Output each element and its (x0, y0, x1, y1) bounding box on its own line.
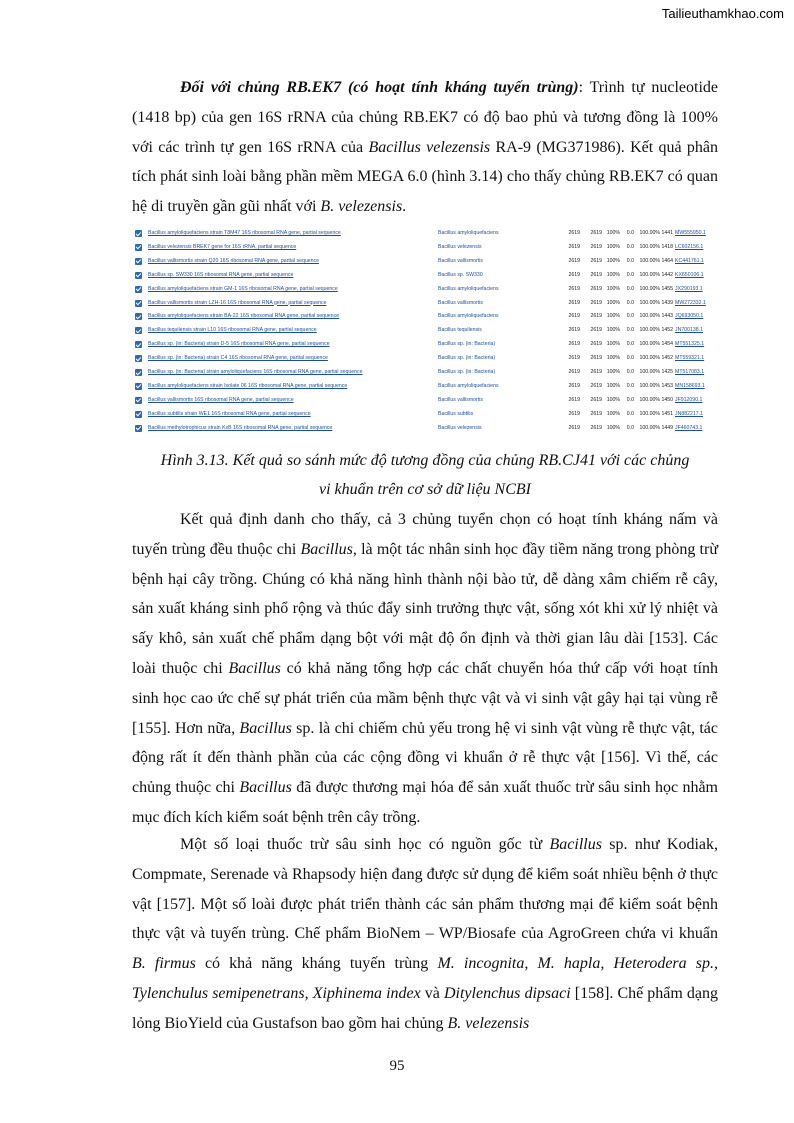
scientific-name[interactable]: Bacillus sp. (in: Bacteria) (438, 355, 496, 362)
paragraph-biopesticides (132, 830, 718, 1039)
table-row (132, 408, 718, 421)
genus-name: Bacillus (228, 659, 281, 677)
cell-max: 2619 (568, 382, 580, 389)
table-row (132, 422, 718, 435)
sequence-description-link[interactable]: Bacillus amyloliquefaciens strain BA-22 16S ribosomal RNA gene, partial sequence (148, 313, 340, 320)
accession-link[interactable]: JX290193.1 (675, 285, 703, 292)
cell-ident: 100.00% (639, 355, 660, 362)
checkbox-checked[interactable] (135, 383, 142, 390)
cell-len: 1425 (661, 369, 673, 375)
sequence-description-link[interactable]: Bacillus vallismortis strain Q20 16S ribosomal RNA gene, partial sequence (148, 257, 319, 264)
cell-len: 1418 (661, 243, 673, 250)
scientific-name[interactable]: Bacillus amyloliquefaciens (438, 230, 499, 236)
cell-e: 0.0 (626, 313, 634, 320)
nematode-species: Ditylenchus dipsaci (443, 984, 571, 1002)
accession-link[interactable]: MW555950.1 (675, 230, 706, 236)
sequence-description-link[interactable]: Bacillus sp. (in: Bacteria) strain amyloliquefaciens 16S ribosomal RNA gene, partial sequence (148, 369, 363, 375)
cell-ident: 100.00% (639, 327, 660, 334)
checkbox-checked[interactable] (135, 425, 142, 432)
checkbox-checked[interactable] (135, 258, 142, 265)
text: đã được thương mại hóa để sản xuất thuốc trừ sâu sinh học nhằm mục đích kích kiểm soát bệnh trên cây trồng. (132, 779, 718, 826)
accession-link[interactable]: JN700138.1 (675, 327, 703, 334)
cell-total: 2619 (590, 243, 602, 250)
checkbox-checked[interactable] (135, 411, 142, 418)
accession-link[interactable]: LC602156.1 (675, 243, 704, 250)
sequence-description-link[interactable]: Bacillus sp. (in: Bacteria) strain D-5 16S ribosomal RNA gene, partial sequence (148, 341, 330, 348)
cell-max: 2619 (568, 313, 580, 320)
caption-line: Hình 3.13. Kết quả so sánh mức độ tương đồng của chủng RB.CJ41 với các chủng (160, 452, 690, 469)
checkbox-checked[interactable] (135, 300, 142, 307)
cell-ident: 100.00% (639, 396, 660, 403)
table-row (132, 394, 718, 407)
table-row (132, 324, 718, 337)
table-row (132, 338, 718, 351)
cell-len: 1452 (661, 327, 673, 334)
accession-link[interactable]: MT517083.1 (675, 369, 705, 375)
text: sp. như Kodiak, Compmate, Serenade và Rhapsody hiện đang được sử dụng để kiểm soát nhiều bệnh ở thực vật [157]. Một số loài được phát triển thành các sản phẩm thương mại để kiểm soát bệnh thực vật và tuyến trùng. Chế phẩm BioNem – WP/Biosafe của AgroGreen chứa vi khuẩn (132, 836, 719, 943)
cell-e: 0.0 (626, 382, 634, 389)
text: có khả năng kháng tuyến trùng (195, 955, 438, 973)
cell-cov: 100% (606, 369, 620, 375)
checkbox-checked[interactable] (135, 286, 142, 293)
table-row (132, 352, 718, 365)
sequence-description-link[interactable]: Bacillus amyloliquefaciens strain T8M47 16S ribosomal RNA gene, partial sequence (148, 230, 341, 236)
cell-total: 2619 (590, 313, 602, 320)
cell-cov: 100% (606, 257, 620, 264)
cell-ident: 100.00% (639, 299, 660, 306)
scientific-name[interactable]: Bacillus vallismortis (438, 299, 483, 306)
cell-ident: 100.00% (639, 257, 660, 264)
caption-line: vi khuẩn trên cơ sở dữ liệu NCBI (319, 481, 531, 498)
sequence-description-link[interactable]: Bacillus amyloliquefaciens strain GM-1 16S ribosomal RNA gene, partial sequence (148, 285, 338, 292)
species-name: B. velezensis (447, 1014, 530, 1032)
cell-total: 2619 (590, 285, 602, 292)
cell-max: 2619 (568, 257, 580, 264)
cell-cov: 100% (606, 271, 620, 278)
cell-total: 2619 (590, 382, 602, 389)
sequence-description-link[interactable]: Bacillus vallismortis 16S ribosomal RNA gene, partial sequence (148, 396, 294, 403)
text: có khả năng tổng hợp các chất chuyển hóa thứ cấp với hoạt tính sinh học cao ức chế sự phát triển của mầm bệnh thực vật và vi sinh vật gây hại tại vùng rễ [155]. Hơn nữa, (132, 659, 718, 737)
checkbox-checked[interactable] (135, 313, 142, 320)
cell-max: 2619 (568, 410, 580, 417)
cell-total: 2619 (590, 327, 602, 334)
scientific-name[interactable]: Bacillus amyloliquefaciens (438, 313, 499, 320)
cell-ident: 100.00% (639, 230, 660, 236)
cell-e: 0.0 (626, 271, 634, 278)
cell-len: 1453 (661, 382, 673, 389)
scientific-name[interactable]: Bacillus sp. SW330 (438, 271, 483, 278)
checkbox-checked[interactable] (135, 355, 142, 362)
cell-total: 2619 (590, 424, 602, 431)
scientific-name[interactable]: Bacillus velezensis (438, 424, 482, 431)
cell-len: 1452 (661, 355, 673, 362)
accession-link[interactable]: MT551325.1 (675, 341, 705, 348)
cell-e: 0.0 (626, 424, 634, 431)
genus-name: Bacillus (239, 779, 292, 797)
checkbox-checked[interactable] (135, 272, 142, 279)
scientific-name[interactable]: Bacillus vallismortis (438, 396, 483, 403)
cell-ident: 100.00% (639, 341, 660, 348)
accession-link[interactable]: KX650106.1 (675, 271, 704, 278)
text: và (420, 984, 444, 1002)
table-row (132, 283, 718, 296)
text: , là một tác nhân sinh học đầy tiềm năng trong phòng trừ bệnh hại cây trồng. Chúng có khả năng hình thành nội bào tử, dễ dàng xâm chiếm rễ cây, sản xuất kháng sinh phổ rộng và thúc đẩy sinh trưởng thực vật, sống xót khi xử lý nhiệt và sấy khô, sản xuất chế phẩm dạng bột với mật độ ổn định và thời gian lâu dài [153]. Các loài thuộc chi (132, 540, 718, 677)
cell-cov: 100% (606, 341, 620, 348)
cell-cov: 100% (606, 355, 620, 362)
cell-e: 0.0 (626, 410, 634, 417)
cell-e: 0.0 (626, 327, 634, 334)
accession-link[interactable]: MT559321.1 (675, 355, 705, 362)
cell-total: 2619 (590, 341, 602, 348)
cell-ident: 100.00% (639, 271, 660, 278)
text: : Trình tự nucleotide (1418 bp) của gen 16S rRNA của chủng RB.EK7 có độ bao phủ và tương đồng là 100% với các trình tự gen 16S rRNA của (132, 79, 718, 156)
sequence-description-link[interactable]: Bacillus subtilis strain WE1 16S ribosomal RNA gene, partial sequence (148, 410, 311, 417)
cell-len: 1449 (661, 424, 673, 431)
paragraph-strain-rbek7 (132, 73, 718, 222)
accession-link[interactable]: MN158693.1 (675, 382, 705, 389)
sequence-description-link[interactable]: Bacillus methylotrophicus strain KxB 16S ribosomal RNA gene, partial sequence (148, 424, 333, 431)
cell-cov: 100% (606, 327, 620, 334)
sequence-description-link[interactable]: Bacillus amyloliquefaciens strain Isolate 06 16S ribosomal RNA gene, partial sequence (148, 382, 348, 389)
cell-len: 1454 (661, 341, 673, 348)
checkbox-checked[interactable] (135, 369, 142, 376)
cell-len: 1441 (661, 230, 673, 236)
accession-link[interactable]: JF460743.1 (675, 424, 703, 431)
cell-len: 1464 (661, 257, 673, 264)
cell-len: 1455 (661, 285, 673, 292)
cell-total: 2619 (590, 369, 602, 375)
cell-len: 1443 (661, 313, 673, 320)
genus-name: Bacillus (549, 836, 602, 853)
accession-link[interactable]: JN882217.1 (675, 410, 703, 417)
cell-max: 2619 (568, 271, 580, 278)
cell-e: 0.0 (626, 257, 634, 264)
table-row (132, 297, 718, 310)
cell-total: 2619 (590, 355, 602, 362)
cell-max: 2619 (568, 327, 580, 334)
text: RA-9 (MG371986). Kết quả phân tích phát sinh loài bằng phần mềm MEGA 6.0 (hình 3.14) cho thấy chủng RB.EK7 có quan hệ di truyền gần gũi nhất với (132, 138, 719, 216)
genus-name: Bacillus (239, 719, 292, 737)
scientific-name[interactable]: Bacillus sp. (in: Bacteria) (438, 369, 496, 375)
scientific-name[interactable]: Bacillus vallismortis (438, 257, 483, 264)
cell-e: 0.0 (626, 369, 634, 375)
cell-max: 2619 (568, 355, 580, 362)
cell-total: 2619 (590, 396, 602, 403)
cell-max: 2619 (568, 299, 580, 306)
ncbi-blast-results-image (132, 226, 718, 436)
table-row (132, 380, 718, 393)
cell-ident: 100.00% (639, 285, 660, 292)
cell-max: 2619 (568, 230, 580, 236)
accession-link[interactable]: JQ693050.1 (675, 313, 704, 320)
checkbox-checked[interactable] (135, 230, 142, 237)
cell-ident: 100.00% (639, 243, 660, 250)
sequence-description-link[interactable]: Bacillus velezensis BREK7 gene for 16S rRNA, partial sequence (148, 243, 297, 250)
cell-total: 2619 (590, 230, 602, 236)
scientific-name[interactable]: Bacillus amyloliquefaciens (438, 382, 499, 389)
species-name: B. firmus (132, 955, 196, 973)
sequence-description-link[interactable]: Bacillus sp. (in: Bacteria) strain C4 16S ribosomal RNA gene, partial sequence (148, 355, 328, 362)
cell-total: 2619 (590, 410, 602, 417)
cell-cov: 100% (606, 396, 620, 403)
figure-caption (132, 446, 718, 504)
cell-total: 2619 (590, 299, 602, 306)
cell-ident: 100.00% (639, 424, 660, 431)
species-name: B. velezensis (320, 198, 403, 216)
cell-cov: 100% (606, 313, 620, 320)
watermark-text: Tailieuthamkhao.com (661, 6, 784, 21)
cell-max: 2619 (568, 243, 580, 250)
cell-len: 1439 (661, 299, 673, 306)
cell-cov: 100% (606, 243, 620, 250)
table-row (132, 310, 718, 323)
paragraph-heading: Đối với chủng RB.EK7 (có hoạt tính kháng tuyến trùng) (180, 79, 579, 96)
cell-ident: 100.00% (639, 410, 660, 417)
table-row (132, 227, 718, 240)
cell-cov: 100% (606, 424, 620, 431)
text: [158]. Chế phẩm dạng lỏng BioYield của Gustafson bao gồm hai chủng (132, 984, 719, 1032)
cell-total: 2619 (590, 271, 602, 278)
cell-e: 0.0 (626, 285, 634, 292)
cell-len: 1451 (661, 410, 673, 417)
page-number: 95 (389, 1058, 405, 1074)
paragraph-identification (132, 505, 718, 833)
cell-max: 2619 (568, 341, 580, 348)
cell-max: 2619 (568, 424, 580, 431)
accession-link[interactable]: JF912090.1 (675, 396, 703, 403)
cell-max: 2619 (568, 369, 580, 375)
cell-cov: 100% (606, 410, 620, 417)
scientific-name[interactable]: Bacillus sp. (in: Bacteria) (438, 341, 496, 348)
cell-max: 2619 (568, 285, 580, 292)
table-row (132, 366, 718, 379)
cell-len: 1442 (661, 271, 673, 278)
table-row (132, 255, 718, 268)
table-row (132, 241, 718, 254)
checkbox-checked[interactable] (135, 327, 142, 334)
checkbox-checked[interactable] (135, 341, 142, 348)
cell-cov: 100% (606, 299, 620, 306)
cell-e: 0.0 (626, 230, 634, 236)
scientific-name[interactable]: Bacillus amyloliquefaciens (438, 285, 499, 292)
cell-max: 2619 (568, 396, 580, 403)
cell-ident: 100.00% (639, 382, 660, 389)
cell-total: 2619 (590, 257, 602, 264)
cell-ident: 100.00% (639, 369, 660, 375)
scientific-name[interactable]: Bacillus velezensis (438, 243, 482, 250)
cell-e: 0.0 (626, 341, 634, 348)
cell-e: 0.0 (626, 299, 634, 306)
cell-cov: 100% (606, 230, 620, 236)
cell-len: 1450 (661, 396, 673, 403)
table-row (132, 269, 718, 282)
checkbox-checked[interactable] (135, 244, 142, 251)
species-name: Bacillus velezensis (368, 138, 491, 156)
scientific-name[interactable]: Bacillus tequilensis (438, 327, 482, 334)
text: . (402, 198, 407, 216)
cell-ident: 100.00% (639, 313, 660, 320)
cell-e: 0.0 (626, 396, 634, 403)
nematode-species: M. incognita, M. hapla, Heterodera sp., Tylenchulus semipenetrans, Xiphinema index (132, 955, 719, 1002)
cell-cov: 100% (606, 382, 620, 389)
accession-link[interactable]: KC441761.1 (675, 257, 704, 264)
text: Một số loại thuốc trừ sâu sinh học có nguồn gốc từ (180, 836, 550, 853)
scientific-name[interactable]: Bacillus subtilis (438, 410, 474, 417)
cell-cov: 100% (606, 285, 620, 292)
text: Kết quả định danh cho thấy, cả 3 chủng tuyển chọn có hoạt tính kháng nấm và tuyến trùng đều thuộc chi (132, 511, 718, 558)
sequence-description-link[interactable]: Bacillus sp. SW330 16S ribosomal RNA gene, partial sequence (148, 271, 294, 278)
sequence-description-link[interactable]: Bacillus vallismortis strain LZH-16 16S ribosomal RNA gene, partial sequence (148, 299, 327, 306)
genus-name: Bacillus (300, 540, 353, 558)
checkbox-checked[interactable] (135, 397, 142, 404)
text: sp. là chi chiếm chủ yếu trong hệ vi sinh vật vùng rễ thực vật, tác động rất ít đến thành phần của các cộng đồng vi khuẩn ở rễ thực vật [156]. Vì thế, các chủng thuộc chi (132, 719, 719, 797)
cell-e: 0.0 (626, 243, 634, 250)
sequence-description-link[interactable]: Bacillus tequilensis strain L10 16S ribosomal RNA gene, partial sequence (148, 327, 317, 334)
accession-link[interactable]: MW272332.1 (675, 299, 706, 306)
cell-e: 0.0 (626, 355, 634, 362)
